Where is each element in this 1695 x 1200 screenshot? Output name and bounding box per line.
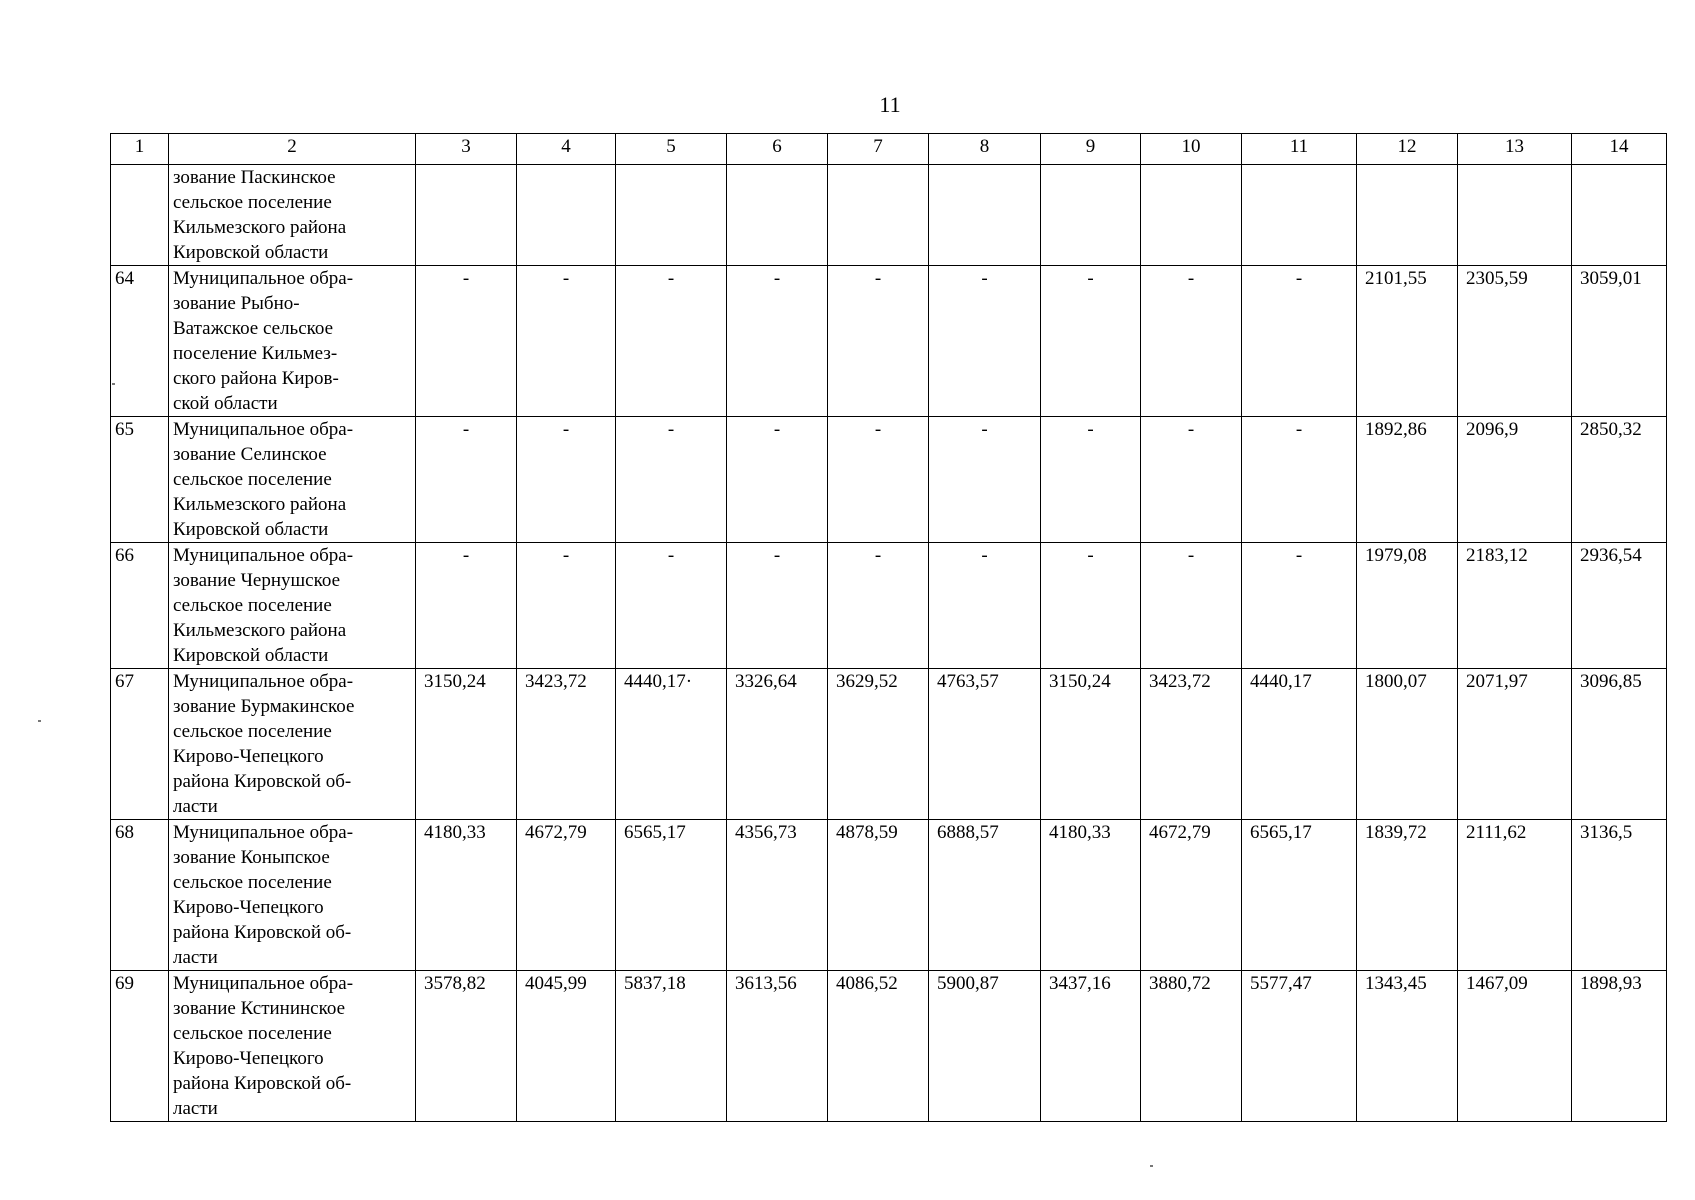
municipality-name — [169, 669, 416, 820]
value-cell: - — [517, 417, 616, 543]
municipality-name-line: Муниципальное обра- — [173, 822, 354, 843]
value-cell — [1572, 165, 1667, 266]
value-cell: 4672,79 — [517, 820, 616, 971]
scan-speck — [112, 383, 115, 385]
value-cell: - — [1041, 417, 1141, 543]
row-number: 68 — [111, 820, 169, 971]
value-cell: 1839,72 — [1357, 820, 1458, 971]
value-cell: 2096,9 — [1458, 417, 1572, 543]
value-cell: - — [1242, 417, 1357, 543]
row-number: 65 — [111, 417, 169, 543]
municipality-name — [169, 971, 416, 1122]
scan-speck — [38, 720, 41, 722]
value-cell: - — [416, 543, 517, 669]
value-cell: 4045,99 — [517, 971, 616, 1122]
municipality-name-line: зование Рыбно- — [173, 293, 300, 314]
value-cell: - — [416, 417, 517, 543]
municipality-name-line: зование Чернушское — [173, 570, 341, 591]
column-header: 12 — [1357, 134, 1458, 165]
value-cell: 4878,59 — [828, 820, 929, 971]
value-cell: - — [929, 543, 1041, 669]
value-cell: 4180,33 — [1041, 820, 1141, 971]
municipality-name — [169, 543, 416, 669]
municipality-name-line: сельское поселение — [173, 595, 332, 616]
value-cell: 3150,24 — [416, 669, 517, 820]
value-cell: 1467,09 — [1458, 971, 1572, 1122]
value-cell: 2101,55 — [1357, 266, 1458, 417]
municipality-name-line: ласти — [173, 1098, 218, 1119]
value-cell: 4180,33 — [416, 820, 517, 971]
municipality-name-line: Кильмезского района — [173, 494, 347, 515]
value-cell: 2936,54 — [1572, 543, 1667, 669]
municipality-name-line: зование Паскинское — [173, 167, 336, 188]
value-cell: - — [616, 266, 727, 417]
column-header: 13 — [1458, 134, 1572, 165]
value-cell — [616, 165, 727, 266]
value-cell — [1141, 165, 1242, 266]
value-cell — [1041, 165, 1141, 266]
value-cell: 1898,93 — [1572, 971, 1667, 1122]
value-cell: 4763,57 — [929, 669, 1041, 820]
value-cell — [727, 165, 828, 266]
header-row — [111, 134, 1667, 165]
value-cell: 3326,64 — [727, 669, 828, 820]
value-cell: - — [727, 417, 828, 543]
value-cell: 3437,16 — [1041, 971, 1141, 1122]
value-cell — [929, 165, 1041, 266]
value-cell: - — [828, 266, 929, 417]
value-cell: 4440,17· — [616, 669, 727, 820]
column-header: 14 — [1572, 134, 1667, 165]
value-cell: 6565,17 — [1242, 820, 1357, 971]
municipality-name-line: ласти — [173, 796, 218, 817]
municipality-name-line: Кировской области — [173, 645, 329, 666]
value-cell: 2305,59 — [1458, 266, 1572, 417]
municipality-name-line: Ватажское сельское — [173, 318, 334, 339]
value-cell: - — [929, 266, 1041, 417]
value-cell: 3880,72 — [1141, 971, 1242, 1122]
value-cell: 3629,52 — [828, 669, 929, 820]
value-cell: 3136,5 — [1572, 820, 1667, 971]
row-number: 64 — [111, 266, 169, 417]
column-header: 5 — [616, 134, 727, 165]
value-cell: 4440,17 — [1242, 669, 1357, 820]
municipality-name-line: Муниципальное обра- — [173, 973, 354, 994]
value-cell: - — [416, 266, 517, 417]
municipality-name-line: Кирово-Чепецкого — [173, 897, 324, 918]
municipality-name-line: Муниципальное обра- — [173, 268, 354, 289]
municipality-name-line: Кировской области — [173, 519, 329, 540]
column-header: 11 — [1242, 134, 1357, 165]
municipality-name-line: сельское поселение — [173, 872, 332, 893]
column-header: 2 — [169, 134, 416, 165]
municipality-name — [169, 266, 416, 417]
value-cell: 3578,82 — [416, 971, 517, 1122]
value-cell: - — [828, 543, 929, 669]
value-cell: - — [517, 543, 616, 669]
value-cell: 3059,01 — [1572, 266, 1667, 417]
data-table — [110, 133, 1667, 1122]
municipality-name — [169, 165, 416, 266]
value-cell: 2183,12 — [1458, 543, 1572, 669]
municipality-name — [169, 820, 416, 971]
table-row — [111, 820, 1667, 971]
value-cell — [517, 165, 616, 266]
page-number: 11 — [879, 92, 901, 117]
column-header: 9 — [1041, 134, 1141, 165]
value-cell: 4672,79 — [1141, 820, 1242, 971]
value-cell — [416, 165, 517, 266]
municipality-name — [169, 417, 416, 543]
row-number: 67 — [111, 669, 169, 820]
municipality-name-line: сельское поселение — [173, 1023, 332, 1044]
table-row — [111, 669, 1667, 820]
column-header: 1 — [111, 134, 169, 165]
value-cell: 2850,32 — [1572, 417, 1667, 543]
value-cell: - — [616, 417, 727, 543]
municipality-name-line: района Кировской об- — [173, 922, 352, 943]
value-cell: 2071,97 — [1458, 669, 1572, 820]
municipality-name-line: Муниципальное обра- — [173, 671, 354, 692]
municipality-name-line: ского района Киров- — [173, 368, 339, 389]
value-cell: 3150,24 — [1041, 669, 1141, 820]
value-cell: - — [1141, 543, 1242, 669]
municipality-name-line: ской области — [173, 393, 278, 414]
value-cell: - — [1041, 543, 1141, 669]
column-header: 6 — [727, 134, 828, 165]
municipality-name-line: поселение Кильмез- — [173, 343, 338, 364]
column-header: 8 — [929, 134, 1041, 165]
municipality-name-line: Кирово-Чепецкого — [173, 1048, 324, 1069]
value-cell — [1458, 165, 1572, 266]
municipality-name-line: зование Селинское — [173, 444, 327, 465]
row-number — [111, 165, 169, 266]
municipality-name-line: Кильмезского района — [173, 620, 347, 641]
municipality-name-line: сельское поселение — [173, 192, 332, 213]
value-cell: - — [1041, 266, 1141, 417]
value-cell: 4356,73 — [727, 820, 828, 971]
value-cell: 1343,45 — [1357, 971, 1458, 1122]
value-cell: - — [727, 543, 828, 669]
municipality-name-line: сельское поселение — [173, 721, 332, 742]
table-row — [111, 417, 1667, 543]
value-cell: 3423,72 — [1141, 669, 1242, 820]
value-cell: - — [828, 417, 929, 543]
value-cell: 5900,87 — [929, 971, 1041, 1122]
column-header: 7 — [828, 134, 929, 165]
value-cell: - — [929, 417, 1041, 543]
table-row — [111, 543, 1667, 669]
municipality-name-line: района Кировской об- — [173, 771, 352, 792]
value-cell: 3423,72 — [517, 669, 616, 820]
scan-speck — [1150, 1165, 1153, 1167]
value-cell: 4086,52 — [828, 971, 929, 1122]
value-cell: 6888,57 — [929, 820, 1041, 971]
value-cell: 6565,17 — [616, 820, 727, 971]
row-number: 69 — [111, 971, 169, 1122]
value-cell — [1242, 165, 1357, 266]
value-cell: - — [1141, 417, 1242, 543]
value-cell: 1892,86 — [1357, 417, 1458, 543]
value-cell — [1357, 165, 1458, 266]
row-number: 66 — [111, 543, 169, 669]
municipality-name-line: района Кировской об- — [173, 1073, 352, 1094]
municipality-name-line: Муниципальное обра- — [173, 419, 354, 440]
municipality-name-line: ласти — [173, 947, 218, 968]
table-row — [111, 165, 1667, 266]
value-cell: 3096,85 — [1572, 669, 1667, 820]
value-cell: - — [616, 543, 727, 669]
municipality-name-line: зование Коныпское — [173, 847, 330, 868]
municipality-name-line: сельское поселение — [173, 469, 332, 490]
value-cell: 1979,08 — [1357, 543, 1458, 669]
value-cell: - — [517, 266, 616, 417]
value-cell: - — [1242, 543, 1357, 669]
municipality-name-line: зование Бурмакинское — [173, 696, 355, 717]
value-cell — [828, 165, 929, 266]
table-row — [111, 971, 1667, 1122]
column-header: 4 — [517, 134, 616, 165]
value-cell: - — [727, 266, 828, 417]
municipality-name-line: Кирово-Чепецкого — [173, 746, 324, 767]
municipality-name-line: зование Кстининское — [173, 998, 346, 1019]
column-header: 3 — [416, 134, 517, 165]
value-cell: 2111,62 — [1458, 820, 1572, 971]
value-cell: 1800,07 — [1357, 669, 1458, 820]
value-cell: 5837,18 — [616, 971, 727, 1122]
value-cell: - — [1141, 266, 1242, 417]
table-row — [111, 266, 1667, 417]
municipality-name-line: Муниципальное обра- — [173, 545, 354, 566]
column-header: 10 — [1141, 134, 1242, 165]
municipality-name-line: Кировской области — [173, 242, 329, 263]
municipality-name-line: Кильмезского района — [173, 217, 347, 238]
value-cell: 3613,56 — [727, 971, 828, 1122]
value-cell: - — [1242, 266, 1357, 417]
value-cell: 5577,47 — [1242, 971, 1357, 1122]
